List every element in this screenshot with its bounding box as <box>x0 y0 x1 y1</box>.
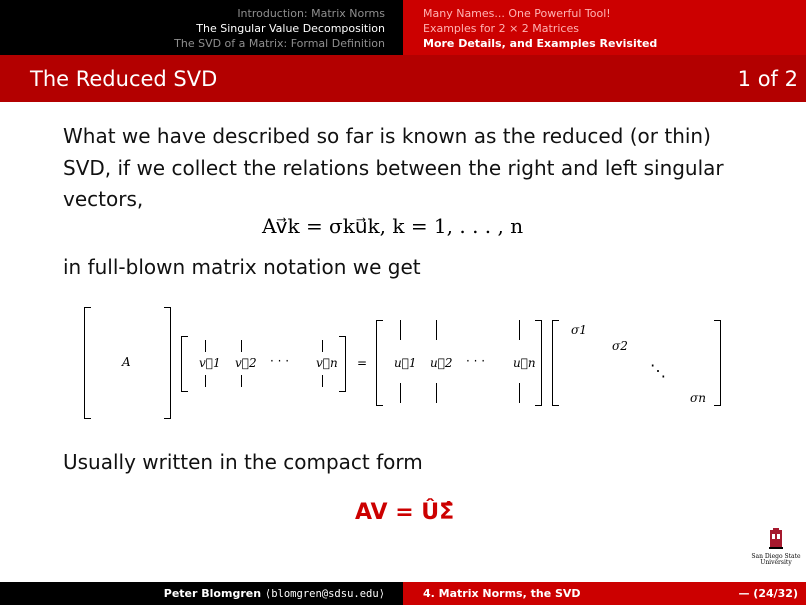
frame-part-indicator: 1 of 2 <box>737 67 798 91</box>
frame-title-bar <box>0 55 806 102</box>
matrix-v-col2-bottom-rule <box>241 375 242 387</box>
nav-subsection-examples-2x2[interactable]: Examples for 2 × 2 Matrices <box>423 22 579 35</box>
university-name-line-2: University <box>760 559 792 566</box>
matrix-v-dots: · · · <box>270 354 290 368</box>
matrix-u-left-bracket <box>376 320 383 406</box>
footer-section-title: 4. Matrix Norms, the SVD <box>423 587 581 600</box>
equation-singular-relation: Av⃗k = σku⃗k, k = 1, . . . , n <box>262 214 524 238</box>
nav-section-svd-formal-definition[interactable]: The SVD of a Matrix: Formal Definition <box>174 37 385 50</box>
body-line-5: Usually written in the compact form <box>63 450 423 474</box>
matrix-u-coln: u⃗n <box>513 356 536 370</box>
matrix-equals-sign: = <box>357 356 368 370</box>
matrix-v-col2-top-rule <box>241 340 242 352</box>
footer-bar <box>0 582 806 605</box>
university-logo <box>748 528 804 568</box>
footer-section-block <box>403 582 806 605</box>
frame-title: The Reduced SVD <box>30 67 218 91</box>
matrix-u-col1-top-rule <box>400 320 401 340</box>
body-line-3: vectors, <box>63 187 144 211</box>
body-line-2: SVD, if we collect the relations between the right and left singular <box>63 156 724 180</box>
footer-page-number: — (24/32) <box>738 587 798 600</box>
matrix-sigma-left-bracket <box>552 320 559 406</box>
matrix-u-col1: u⃗1 <box>394 356 417 370</box>
matrix-v-col1: v⃗1 <box>199 356 221 370</box>
nav-section-svd[interactable]: The Singular Value Decomposition <box>196 22 385 35</box>
matrix-v-col1-top-rule <box>205 340 206 352</box>
matrix-a-symbol: A <box>122 355 131 369</box>
matrix-u-dots: · · · <box>466 354 486 368</box>
matrix-u-col2-top-rule <box>436 320 437 340</box>
matrix-u-col1-bottom-rule <box>400 383 401 403</box>
nav-subsection-list <box>403 0 806 55</box>
matrix-sigma-1: σ1 <box>571 323 587 337</box>
footer-email: ⟨blomgren@sdsu.edu⟩ <box>264 588 385 600</box>
matrix-u-coln-bottom-rule <box>519 383 520 403</box>
nav-section-list <box>0 0 403 55</box>
footer-author-block <box>0 582 403 605</box>
matrix-sigma-right-bracket <box>714 320 721 406</box>
matrix-u-right-bracket <box>535 320 542 406</box>
body-line-4: in full-blown matrix notation we get <box>63 255 421 279</box>
university-name-line-1: San Diego State <box>751 553 801 560</box>
nav-subsection-many-names[interactable]: Many Names... One Powerful Tool! <box>423 7 611 20</box>
matrix-u-col2: u⃗2 <box>430 356 453 370</box>
nav-section-intro-matrix-norms[interactable]: Introduction: Matrix Norms <box>237 7 385 20</box>
equation-compact-form: AV = ÛΣ̂ <box>355 500 455 525</box>
university-seal-icon <box>767 528 785 550</box>
matrix-sigma-2: σ2 <box>612 339 628 353</box>
matrix-a-right-bracket <box>164 307 171 419</box>
matrix-sigma-n: σn <box>690 391 706 405</box>
matrix-v-coln: v⃗n <box>316 356 338 370</box>
matrix-u-coln-top-rule <box>519 320 520 340</box>
matrix-v-right-bracket <box>339 336 346 392</box>
nav-subsection-more-details[interactable]: More Details, and Examples Revisited <box>423 37 658 50</box>
matrix-v-left-bracket <box>181 336 188 392</box>
footer-author: Peter Blomgren <box>163 587 262 600</box>
matrix-v-coln-bottom-rule <box>322 375 323 387</box>
matrix-v-col2: v⃗2 <box>235 356 257 370</box>
matrix-a-left-bracket <box>84 307 91 419</box>
matrix-sigma-ddots: ⋱ <box>650 361 666 380</box>
top-navigation <box>0 0 806 55</box>
body-line-1: What we have described so far is known as the reduced (or thin) <box>63 124 711 148</box>
matrix-v-col1-bottom-rule <box>205 375 206 387</box>
matrix-equation <box>0 303 806 428</box>
matrix-v-coln-top-rule <box>322 340 323 352</box>
matrix-u-col2-bottom-rule <box>436 383 437 403</box>
